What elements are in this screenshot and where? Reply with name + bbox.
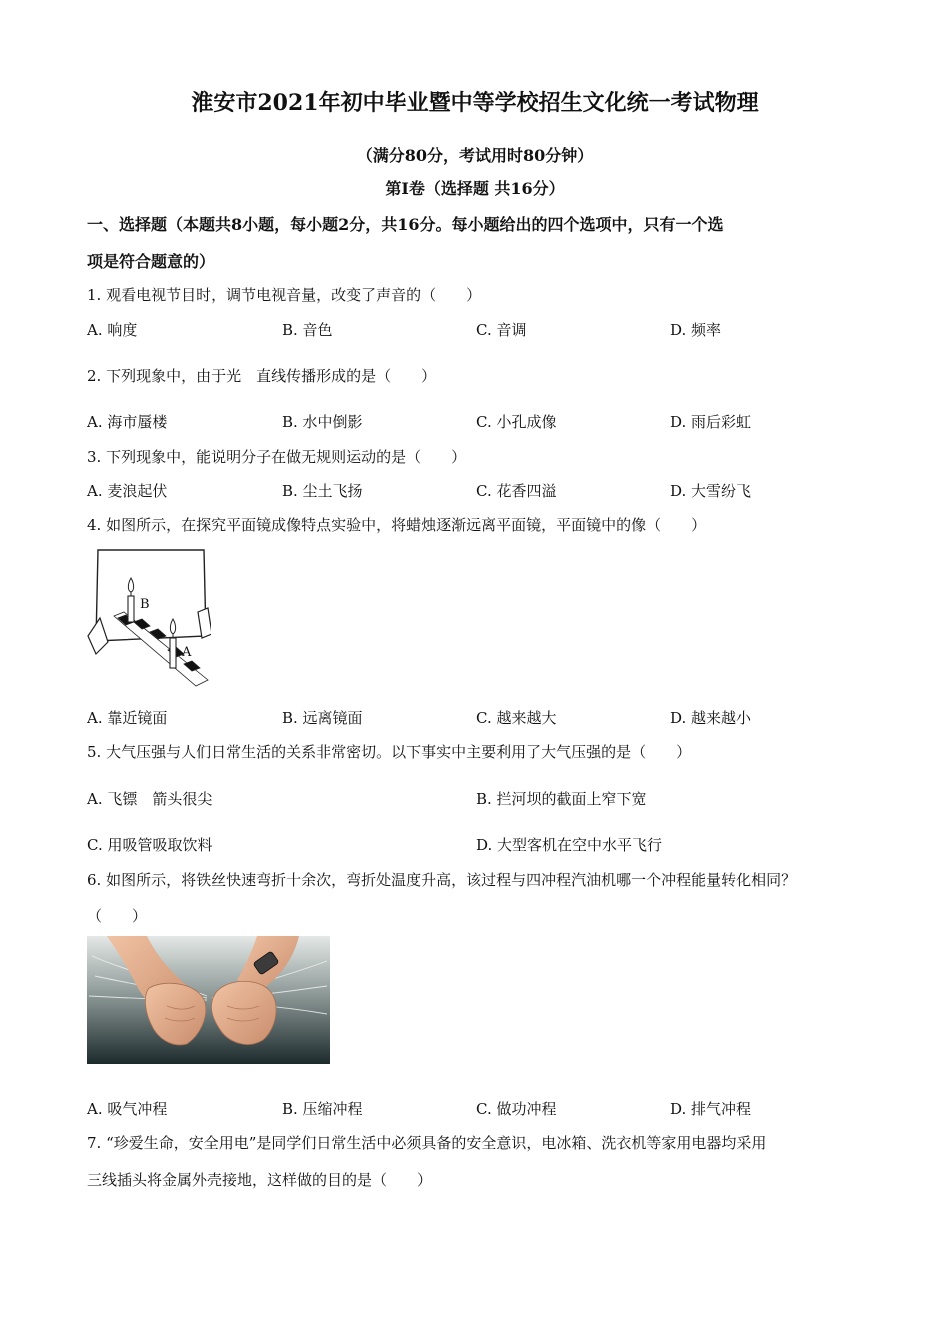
q5-option-d: D. 大型客机在空中水平飞行	[476, 836, 663, 854]
q4-option-a: A. 靠近镜面	[87, 709, 168, 727]
question-1: 1. 观看电视节目时，调节电视音量，改变了声音的（ ）	[87, 286, 482, 304]
q2-option-a: A. 海市蜃楼	[87, 413, 168, 431]
question-7: 7. “珍爱生命，安全用电”是同学们日常生活中必须具备的安全意识，电冰箱、洗衣机等家用电器均采用	[87, 1134, 767, 1152]
q6-option-c: C. 做功冲程	[476, 1100, 557, 1118]
q3-option-d: D. 大雪纷飞	[670, 482, 752, 500]
q5-option-a: A. 飞镖 箭头很尖	[87, 790, 213, 808]
q4-option-d: D. 越来越小	[670, 709, 752, 727]
section-heading-line2: 项是符合题意的）	[87, 252, 216, 271]
question-3: 3. 下列现象中，能说明分子在做无规则运动的是（ ）	[87, 448, 467, 466]
q1-option-a: A. 响度	[87, 321, 138, 339]
question-6: 6. 如图所示，将铁丝快速弯折十余次，弯折处温度升高，该过程与四冲程汽油机哪一个冲程能量转化相同？	[87, 871, 797, 889]
exam-info: （满分80分，考试用时80分钟）	[356, 146, 594, 165]
q3-option-c: C. 花香四溢	[476, 482, 557, 500]
mirror-experiment-figure	[86, 546, 211, 688]
q5-option-b: B. 拦河坝的截面上窄下宽	[476, 790, 647, 808]
question-7-line2: 三线插头将金属外壳接地，这样做的目的是（ ）	[87, 1171, 433, 1189]
q2-option-c: C. 小孔成像	[476, 413, 557, 431]
q2-option-d: D. 雨后彩虹	[670, 413, 752, 431]
candle-label-b: B	[140, 597, 150, 612]
q4-option-b: B. 远离镜面	[282, 709, 363, 727]
section-heading-line1: 一、选择题（本题共8小题，每小题2分，共16分。每小题给出的四个选项中，只有一个选	[87, 215, 724, 234]
question-2: 2. 下列现象中，由于光 直线传播形成的是（ ）	[87, 367, 437, 385]
q5-option-c: C. 用吸管吸取饮料	[87, 836, 213, 854]
q6-option-a: A. 吸气冲程	[87, 1100, 168, 1118]
volume-heading: 第Ⅰ卷（选择题 共16分）	[385, 179, 565, 198]
q2-option-b: B. 水中倒影	[282, 413, 363, 431]
q3-option-b: B. 尘土飞扬	[282, 482, 363, 500]
candle-label-a: A	[182, 645, 192, 660]
q1-option-c: C. 音调	[476, 321, 527, 339]
question-5: 5. 大气压强与人们日常生活的关系非常密切。以下事实中主要利用了大气压强的是（ ）	[87, 743, 692, 761]
q6-option-d: D. 排气冲程	[670, 1100, 752, 1118]
bending-wire-photo	[87, 936, 330, 1064]
q1-option-b: B. 音色	[282, 321, 333, 339]
q6-option-b: B. 压缩冲程	[282, 1100, 363, 1118]
page-title: 淮安市2021年初中毕业暨中等学校招生文化统一考试物理	[191, 90, 759, 116]
q3-option-a: A. 麦浪起伏	[87, 482, 168, 500]
q4-option-c: C. 越来越大	[476, 709, 557, 727]
q1-option-d: D. 频率	[670, 321, 722, 339]
question-4: 4. 如图所示，在探究平面镜成像特点实验中，将蜡烛逐渐远离平面镜，平面镜中的像（ ）	[87, 516, 707, 534]
question-6-blank: （ ）	[87, 907, 148, 925]
